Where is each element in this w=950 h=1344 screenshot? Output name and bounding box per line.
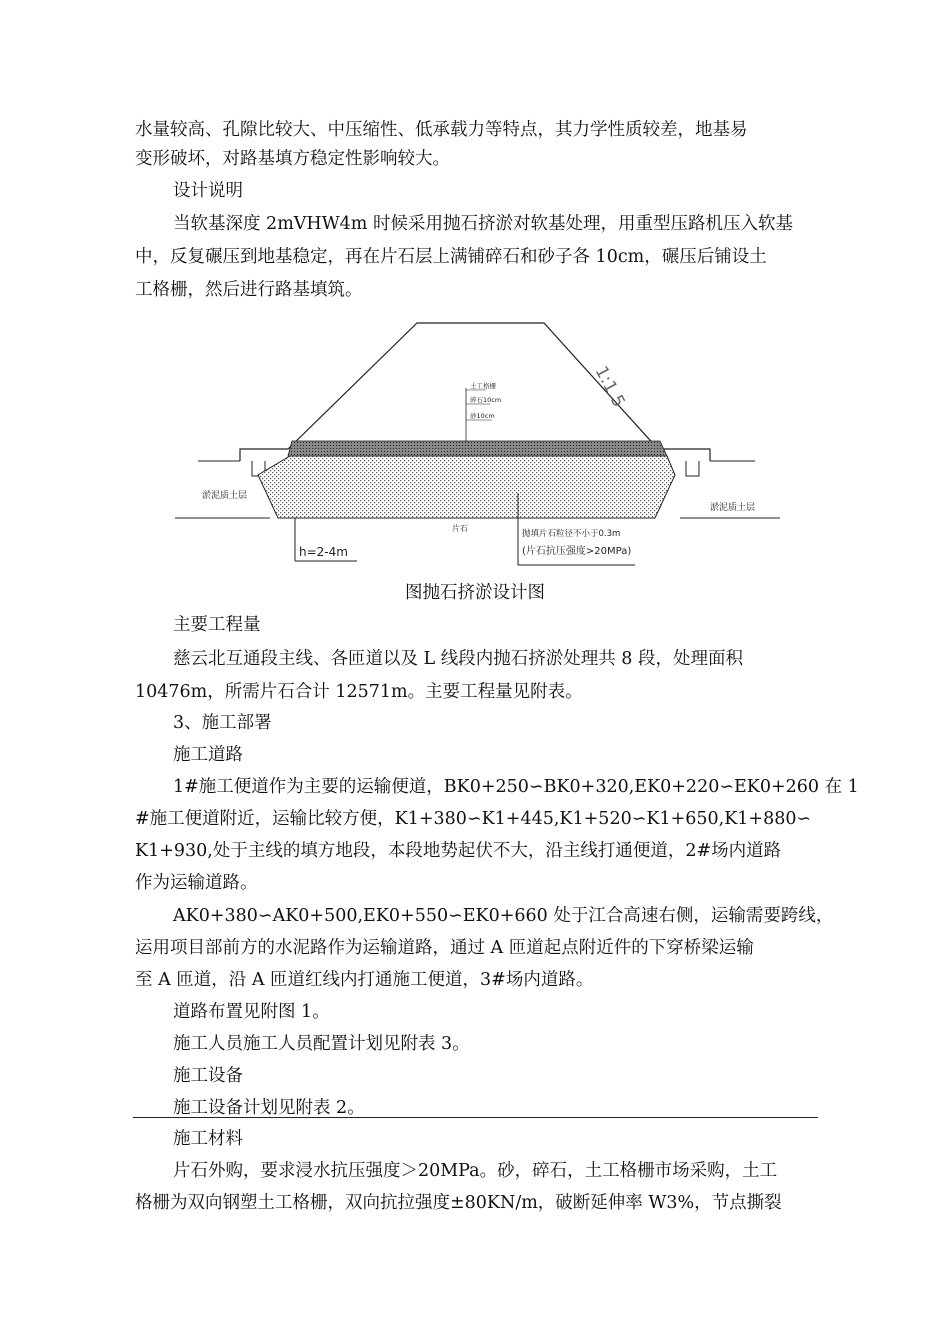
heading-construction-deployment: [135, 709, 863, 738]
text-line: 水量较高、孔隙比较大、中压缩性、低承载力等特点，其力学性质较差，地基易: [135, 120, 748, 140]
heading-construction-roads: [135, 741, 863, 770]
text-line: 3、施工部署: [173, 713, 272, 733]
text-line: 至 A 匝道，沿 A 匝道红线内打通施工便道，3#场内道路。: [135, 970, 594, 990]
paragraph-road-2: [135, 902, 834, 995]
text-line: 设计说明: [173, 181, 243, 201]
text-line: 工格栅，然后进行路基填筑。: [135, 280, 363, 300]
text-line: 1#施工便道作为主要的运输便道，BK0+250∽BK0+320,EK0+220∽EK0+260 在 1: [173, 777, 859, 797]
paragraph-quantities: [135, 645, 825, 707]
text-line: 施工材料: [173, 1129, 243, 1149]
gravel-cushion-layer: [288, 441, 667, 456]
text-line: 施工设备: [173, 1066, 243, 1086]
text-line: 施工道路: [173, 745, 243, 765]
note-riprap-size: 抛填片石粒径不小于0.3m: [522, 529, 621, 539]
heading-design-notes: [135, 177, 863, 206]
text-line: 施工设备计划见附表 2。: [173, 1098, 365, 1118]
depth-label: h=2-4m: [299, 545, 348, 559]
riprap-design-figure: [170, 318, 785, 573]
left-soil-label: 淤泥质土层: [202, 491, 248, 501]
paragraph-soil-properties: [135, 116, 825, 174]
text-line: 片石外购，要求浸水抗压强度＞20MPa。砂，碎石，土工格栅市场采购，土工: [173, 1161, 778, 1181]
slope-ratio-label: 1:1.5: [590, 362, 629, 411]
text-line: #施工便道附近，运输比较方便，K1+380∽K1+445,K1+520∽K1+650,K1+880∽: [135, 809, 812, 829]
text-line: 当软基深度 2mVHW4m 时候采用抛石挤淤对软基处理，用重型压路机压入软基: [173, 214, 793, 234]
paragraph-design-description: [135, 210, 825, 305]
paragraph-equipment-plan: [135, 1094, 863, 1123]
text-line: 道路布置见附图 1。: [173, 1002, 330, 1022]
paragraph-materials: [135, 1157, 825, 1218]
text-line: 慈云北互通段主线、各匝道以及 L 线段内抛石挤淤处理共 8 段，处理面积: [173, 649, 744, 669]
heading-main-quantities: [135, 611, 863, 640]
text-line: 10476m，所需片石合计 12571m。主要工程量见附表。: [135, 682, 583, 702]
text-line: 运用项目部前方的水泥路作为运输道路，通过 A 匝道起点附近件的下穿桥梁运输: [135, 938, 754, 958]
layer-label-gravel: 碎石10cm: [470, 396, 502, 404]
heading-materials: [135, 1125, 863, 1154]
embankment-outline: [240, 323, 710, 461]
riprap-trench: [258, 456, 675, 518]
riprap-center-label: 片石: [452, 524, 468, 533]
layer-label-geogrid: 土工格栅: [470, 382, 496, 390]
heading-equipment: [135, 1062, 863, 1091]
text-line: K1+930,处于主线的填方地段，本段地势起伏不大，沿主线打通便道，2#场内道路: [135, 841, 782, 861]
layer-label-sand: 砂10cm: [470, 412, 495, 420]
text-line: 作为运输道路。: [135, 873, 258, 893]
paragraph-personnel: [135, 1030, 863, 1059]
text-line: AK0+380∽AK0+500,EK0+550∽EK0+660 处于江合高速右侧，运输需要跨线，: [173, 906, 834, 926]
text-line: 格栅为双向钢塑土工格栅，双向抗拉强度±80KN/m，破断延伸率 W3%，节点撕裂: [135, 1193, 782, 1213]
right-soil-label: 淤泥质土层: [710, 503, 756, 513]
text-line: 施工人员施工人员配置计划见附表 3。: [173, 1034, 470, 1054]
text-line: 变形破坏，对路基填方稳定性影响较大。: [135, 149, 450, 169]
text-line: 中，反复碾压到地基稳定，再在片石层上满铺碎石和砂子各 10cm，碾压后铺设土: [135, 247, 767, 267]
paragraph-road-1: [135, 773, 859, 898]
page-divider-line: [133, 1117, 818, 1118]
text-line: 主要工程量: [173, 615, 261, 635]
paragraph-road-layout: [135, 998, 863, 1027]
right-ditch: [686, 461, 699, 476]
figure-caption: 图抛石挤淤设计图: [405, 583, 545, 603]
note-riprap-strength: (片石抗压强度>20MPa): [522, 546, 632, 557]
